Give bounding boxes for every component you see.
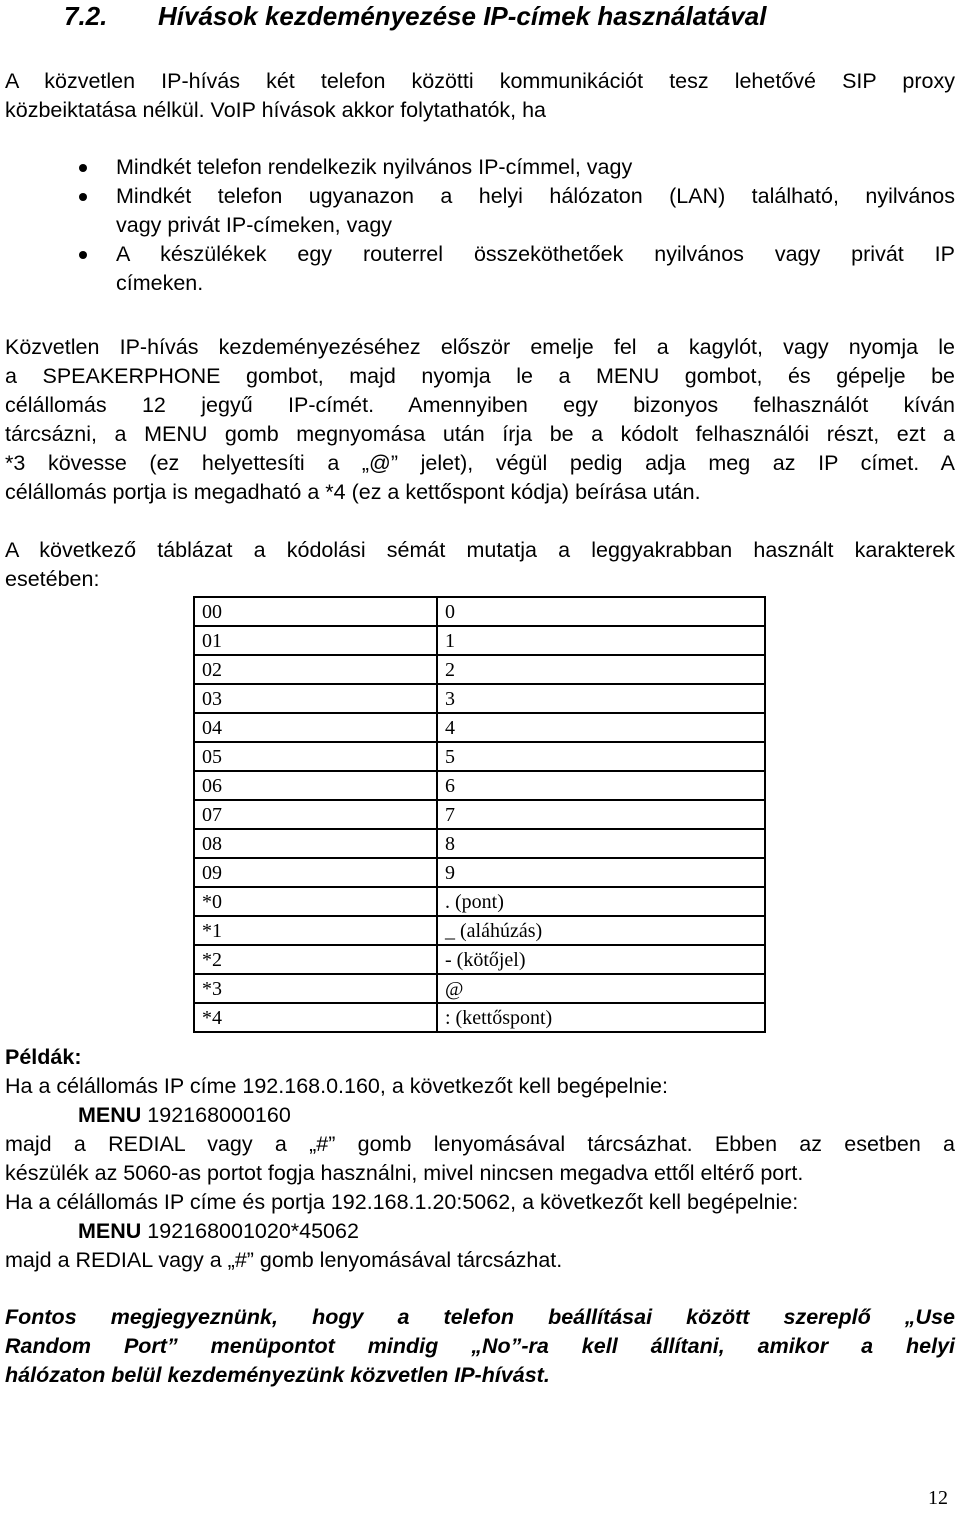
list-item: A készülékek egy routerrel összeköthetőek nyilvános vagy privát IP <box>116 242 955 266</box>
code-cell: 04 <box>194 713 437 742</box>
example-1-intro: Ha a célállomás IP címe 192.168.0.160, a következőt kell begépelnie: <box>5 1074 668 1098</box>
character-cell: : (kettőspont) <box>437 1003 765 1032</box>
code-cell: *2 <box>194 945 437 974</box>
instructions-line-4: tárcsázni, a MENU gomb megnyomása után írja be a kódolt felhasználói részt, ezt a <box>5 422 955 446</box>
character-cell: 7 <box>437 800 765 829</box>
example-2-intro: Ha a célállomás IP címe és portja 192.168.1.20:5062, a következőt kell begépelnie: <box>5 1190 799 1214</box>
instructions-line-1: Közvetlen IP-hívás kezdeményezéséhez először emelje fel a kagylót, vagy nyomja le <box>5 335 955 359</box>
character-cell: _ (aláhúzás) <box>437 916 765 945</box>
code-cell: *3 <box>194 974 437 1003</box>
code-cell: 06 <box>194 771 437 800</box>
code-cell: 02 <box>194 655 437 684</box>
instructions-line-6: célállomás portja is megadható a *4 (ez a kettőspont kódja) beírása után. <box>5 480 701 504</box>
important-note-line-2: Random Port” menüpontot mindig „No”-ra kell állítani, amikor a helyi <box>5 1334 955 1358</box>
example-1-after-line-2: készülék az 5060-as portot fogja használni, mivel nincsen megadva ettől eltérő port. <box>5 1161 804 1185</box>
bullet-icon <box>79 251 87 259</box>
code-cell: *4 <box>194 1003 437 1032</box>
important-note-line-3: hálózaton belül kezdeményezünk közvetlen IP-hívást. <box>5 1363 550 1387</box>
table-row <box>194 974 765 1003</box>
bullet-icon <box>79 193 87 201</box>
list-item: Mindkét telefon ugyanazon a helyi hálózaton (LAN) található, nyilvános <box>116 184 955 208</box>
table-row <box>194 916 765 945</box>
code-cell: *0 <box>194 887 437 916</box>
character-cell: 4 <box>437 713 765 742</box>
table-row <box>194 626 765 655</box>
character-cell: 5 <box>437 742 765 771</box>
section-number: 7.2. <box>64 1 108 31</box>
example-2-after: majd a REDIAL vagy a „#” gomb lenyomásával tárcsázhat. <box>5 1248 563 1272</box>
bullet-icon <box>79 164 87 172</box>
character-cell: 6 <box>437 771 765 800</box>
table-row <box>194 829 765 858</box>
table-row <box>194 597 765 626</box>
character-cell: 2 <box>437 655 765 684</box>
table-row <box>194 684 765 713</box>
table-row <box>194 742 765 771</box>
section-heading <box>64 0 944 32</box>
table-row <box>194 887 765 916</box>
page-number: 12 <box>928 1487 948 1509</box>
list-item-continuation: vagy privát IP-címeken, vagy <box>116 213 393 237</box>
intro-line-1: A közvetlen IP-hívás két telefon közötti kommunikációt tesz lehetővé SIP proxy <box>5 69 955 93</box>
example-1-after-line-1: majd a REDIAL vagy a „#” gomb lenyomásával tárcsázhat. Ebben az esetben a <box>5 1132 955 1156</box>
character-cell: 9 <box>437 858 765 887</box>
dial-digits: 192168000160 <box>141 1103 291 1127</box>
character-cell: 8 <box>437 829 765 858</box>
instructions-line-2: a SPEAKERPHONE gombot, majd nyomja le a MENU gombot, és gépelje be <box>5 364 955 388</box>
table-row <box>194 1003 765 1032</box>
code-cell: 03 <box>194 684 437 713</box>
character-cell: . (pont) <box>437 887 765 916</box>
dial-digits: 192168001020*45062 <box>141 1219 359 1243</box>
instructions-line-3: célállomás 12 jegyű IP-címét. Amennyiben egy bizonyos felhasználót kíván <box>5 393 955 417</box>
menu-key-label: MENU <box>78 1103 142 1127</box>
character-cell: 0 <box>437 597 765 626</box>
table-row <box>194 655 765 684</box>
table-row <box>194 771 765 800</box>
table-row <box>194 713 765 742</box>
table-row <box>194 945 765 974</box>
list-item-continuation: címeken. <box>116 271 204 295</box>
table-intro-line-1: A következő táblázat a kódolási sémát mutatja a leggyakrabban használt karakterek <box>5 538 955 562</box>
character-cell: @ <box>437 974 765 1003</box>
character-cell: 1 <box>437 626 765 655</box>
table-row <box>194 800 765 829</box>
instructions-line-5: *3 kövesse (ez helyettesíti a „@” jelet), végül pedig adja meg az IP címet. A <box>5 451 955 475</box>
section-title: Hívások kezdeményezése IP-címek használatával <box>158 1 767 31</box>
table-row <box>194 858 765 887</box>
table-intro-line-2: esetében: <box>5 567 100 591</box>
code-cell: 07 <box>194 800 437 829</box>
list-item: Mindkét telefon rendelkezik nyilvános IP-címmel, vagy <box>116 155 633 179</box>
encoding-table <box>193 596 766 1029</box>
code-cell: *1 <box>194 916 437 945</box>
example-2-code <box>78 1217 359 1246</box>
important-note-line-1: Fontos megjegyeznünk, hogy a telefon beállításai között szereplő „Use <box>5 1305 955 1329</box>
character-cell: - (kötőjel) <box>437 945 765 974</box>
intro-line-2: közbeiktatása nélkül. VoIP hívások akkor folytathatók, ha <box>5 98 547 122</box>
example-1-code <box>78 1101 291 1130</box>
examples-heading: Példák: <box>5 1045 82 1069</box>
code-cell: 01 <box>194 626 437 655</box>
code-cell: 05 <box>194 742 437 771</box>
character-cell: 3 <box>437 684 765 713</box>
code-cell: 00 <box>194 597 437 626</box>
menu-key-label: MENU <box>78 1219 142 1243</box>
code-cell: 08 <box>194 829 437 858</box>
code-cell: 09 <box>194 858 437 887</box>
